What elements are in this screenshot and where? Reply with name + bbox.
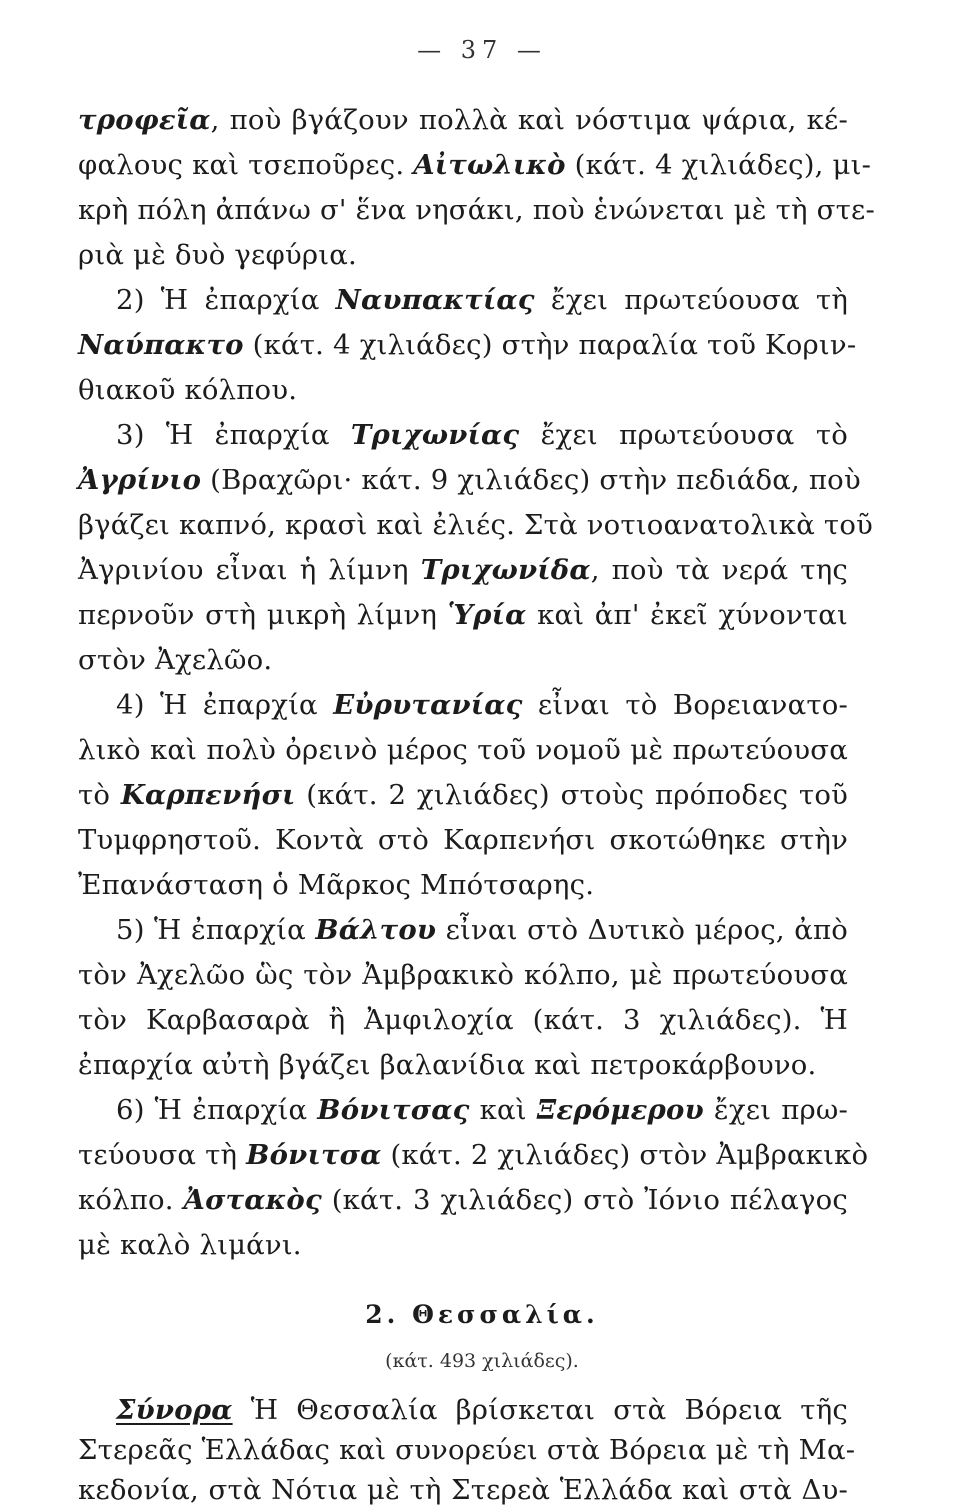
text-run: ἐπαρχία αὐτὴ βγάζει βαλανίδια καὶ πετροκάρβουνο. [78, 1049, 817, 1081]
text-line [78, 190, 875, 230]
text-run: μὲ καλὸ λιμάνι. [78, 1229, 302, 1261]
text-run: 2) Ἡ ἐπαρχία [116, 284, 336, 316]
text-line [78, 1000, 848, 1040]
text-line [78, 955, 848, 995]
text-run: λικὸ καὶ πολὺ ὀρεινὸ μέρος τοῦ νομοῦ μὲ πρωτεύουσα [78, 734, 848, 766]
text-run: (κάτ. 4 χιλιάδες), μι- [565, 149, 872, 181]
text-line [78, 1390, 848, 1430]
section-heading: 2. Θεσσαλία. [365, 1300, 599, 1329]
text-run: κεδονία, στὰ Νότια μὲ τὴ Στερεὰ Ἑλλάδα καὶ στὰ Δυ- [78, 1474, 848, 1506]
emphasized-term: Ναυπακτίας [335, 284, 535, 316]
text-line [78, 1135, 869, 1175]
text-line [78, 325, 857, 365]
text-run: , ποὺ βγάζουν πολλὰ καὶ νόστιμα ψάρια, κέ- [210, 104, 848, 136]
text-line [78, 280, 848, 320]
text-line [78, 595, 848, 635]
text-run: στὸν Ἀχελῶο. [78, 644, 273, 676]
text-run: Στερεᾶς Ἑλλάδας καὶ συνορεύει στὰ Βόρεια μὲ τὴ Μα- [78, 1434, 856, 1466]
text-run: θιακοῦ κόλπου. [78, 374, 298, 406]
text-line [78, 730, 848, 770]
text-run: (κάτ. 2 χιλιάδες) στὸν Ἀμβρακικὸ [381, 1139, 869, 1171]
emphasized-term: Ἀγρίνιο [78, 464, 202, 496]
text-line [78, 100, 848, 140]
emphasized-term: Ξερόμερου [536, 1094, 704, 1126]
text-line [78, 235, 848, 275]
text-run: τὸν Ἀχελῶο ὣς τὸν Ἀμβρακικὸ κόλπο, μὲ πρωτεύουσα [78, 959, 848, 991]
emphasized-term: Σύνορα [116, 1394, 233, 1426]
text-line [78, 685, 848, 725]
emphasized-term: Καρπενήσι [120, 779, 296, 811]
text-line [78, 1090, 848, 1130]
text-run: εἶναι τὸ Βορειανατο- [522, 689, 848, 721]
text-run: 6) Ἡ ἐπαρχία [116, 1094, 318, 1126]
text-line [78, 640, 848, 680]
emphasized-term: τροφεῖα [78, 104, 211, 136]
emphasized-term: Βόνιτσας [317, 1094, 470, 1126]
text-run: (κάτ. 3 χιλιάδες) στὸ Ἰόνιο πέλαγος [321, 1184, 848, 1216]
text-line [78, 1045, 848, 1085]
emphasized-term: Ὑρία [447, 599, 527, 631]
text-line [78, 145, 872, 185]
text-run: ἔχει πρω- [703, 1094, 849, 1126]
text-run: Τυμφρηστοῦ. Κοντὰ στὸ Καρπενήσι σκοτώθηκε στὴν [78, 824, 848, 856]
text-run: περνοῦν στὴ μικρὴ λίμνη [78, 599, 448, 631]
text-run: τὸν Καρβασαρὰ ἢ Ἀμφιλοχία (κάτ. 3 χιλιάδες). Ἡ [78, 1004, 848, 1036]
text-run: φαλους καὶ τσεποῦρες. [78, 149, 414, 181]
text-run: καὶ [469, 1094, 537, 1126]
text-run: βγάζει καπνό, κρασὶ καὶ ἐλιές. Στὰ νοτιοανατολικὰ τοῦ [78, 509, 873, 541]
text-run: 4) Ἡ ἐπαρχία [116, 689, 334, 721]
emphasized-term: Ἀστακὸς [183, 1184, 322, 1216]
text-run: τὸ [78, 779, 121, 811]
text-line [78, 1225, 848, 1265]
text-line [78, 775, 848, 815]
text-line [78, 460, 861, 500]
text-run: εἶναι στὸ Δυτικὸ μέρος, ἀπὸ [436, 914, 848, 946]
text-line [78, 550, 848, 590]
text-run: 3) Ἡ ἐπαρχία [116, 419, 351, 451]
emphasized-term: Ναύπακτο [78, 329, 244, 361]
text-run: κρὴ πόλη ἀπάνω σ' ἕνα νησάκι, ποὺ ἑνώνεται μὲ τὴ στε- [78, 194, 875, 226]
text-run: (κάτ. 4 χιλιάδες) στὴν παραλία τοῦ Κοριν- [243, 329, 857, 361]
text-line [78, 505, 873, 545]
text-run: κόλπο. [78, 1184, 184, 1216]
text-run: (κάτ. 2 χιλιάδες) στοὺς πρόποδες τοῦ [295, 779, 848, 811]
text-line [78, 910, 848, 950]
text-run: Ἐπανάσταση ὁ Μᾶρκος Μπότσαρης. [78, 869, 595, 901]
text-run: καὶ ἀπ' ἐκεῖ χύνονται [526, 599, 849, 631]
emphasized-term: Βάλτου [315, 914, 437, 946]
section-subheading: (κάτ. 493 χιλιάδες). [385, 1350, 579, 1372]
text-run: , ποὺ τὰ νερά της [590, 554, 848, 586]
text-line [78, 370, 848, 410]
text-line [78, 1180, 848, 1220]
text-run: ριὰ μὲ δυὸ γεφύρια. [78, 239, 357, 271]
emphasized-term: Τριχωνίας [350, 419, 520, 451]
text-run: Ἡ Θεσσαλία βρίσκεται στὰ Βόρεια τῆς [232, 1394, 848, 1426]
text-line [78, 415, 848, 455]
text-run: ἔχει πρωτεύουσα τὸ [519, 419, 848, 451]
text-line [78, 865, 848, 905]
emphasized-term: Τριχωνίδα [420, 554, 591, 586]
text-line [78, 1470, 848, 1510]
page-number: — 37 — [417, 36, 547, 64]
text-run: τεύουσα τὴ [78, 1139, 247, 1171]
emphasized-term: Εὐρυτανίας [333, 689, 523, 721]
emphasized-term: Αἰτωλικὸ [413, 149, 566, 181]
text-line [78, 820, 848, 860]
text-run: Ἀγρινίου εἶναι ἡ λίμνη [78, 554, 421, 586]
text-run: ἔχει πρωτεύουσα τὴ [534, 284, 849, 316]
text-line [78, 1430, 856, 1470]
emphasized-term: Βόνιτσα [246, 1139, 382, 1171]
text-run: 5) Ἡ ἐπαρχία [116, 914, 316, 946]
text-run: (Βραχῶρι· κάτ. 9 χιλιάδες) στὴν πεδιάδα, ποὺ [201, 464, 861, 496]
